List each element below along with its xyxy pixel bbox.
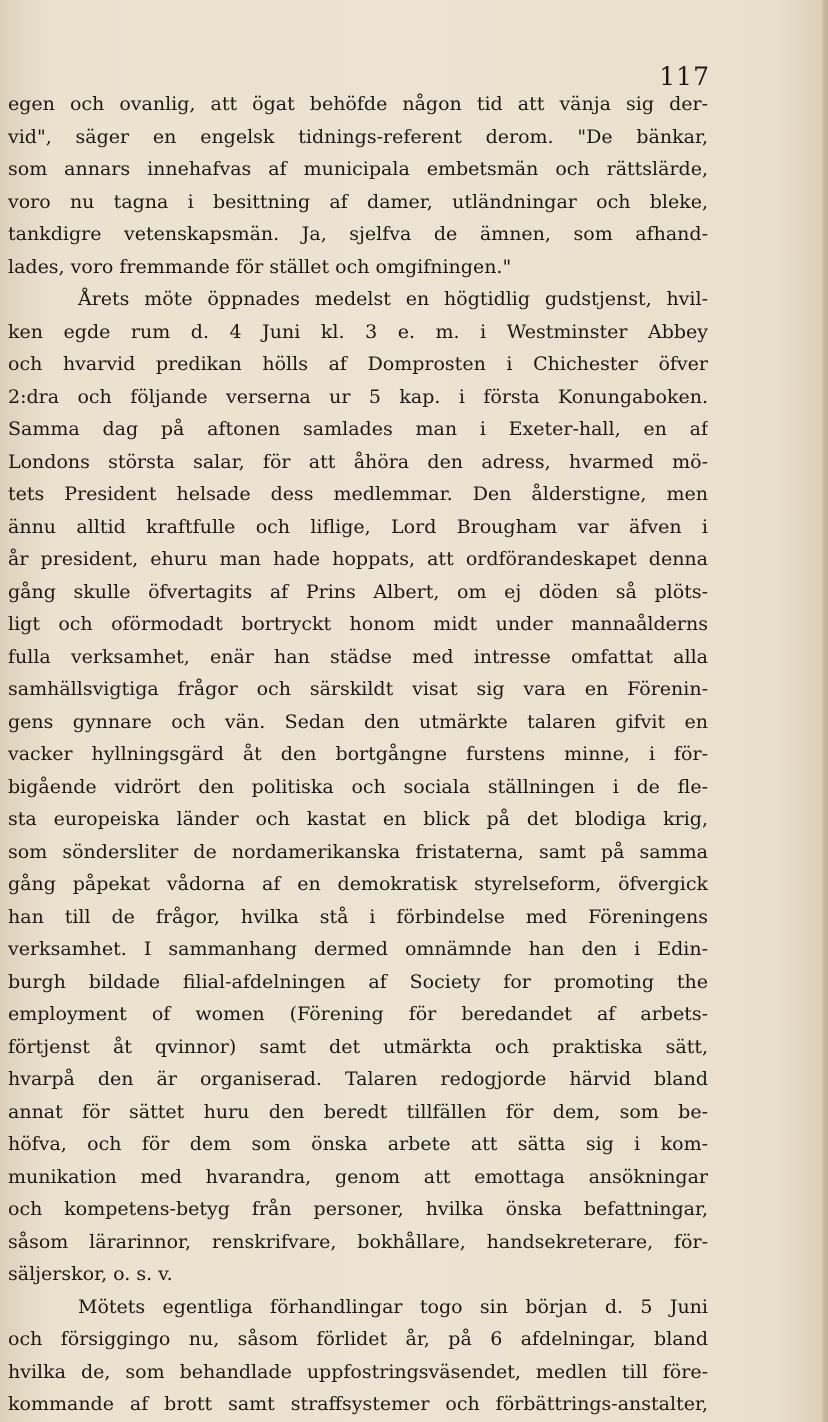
text-line: och hvarvid predikan hölls af Domprosten i Chichester öfver xyxy=(8,353,708,375)
text-line: såsom lärarinnor, renskrifvare, bokhållare, handsekreterare, för- xyxy=(8,1230,708,1253)
text-line: tankdigre vetenskapsmän. Ja, sjelfva de ämnen, som afhand- xyxy=(8,223,708,245)
text-line: hvarpå den är organiserad. Talaren redogjorde härvid bland xyxy=(8,1068,708,1090)
text-line: och försiggingo nu, såsom förlidet år, på 6 afdelningar, bland xyxy=(8,1328,708,1350)
text-line: hvilka de, som behandlade uppfostringsväsendet, medlen till före- xyxy=(8,1360,708,1383)
text-line: och kompetens-betyg från personer, hvilka önska befattningar, xyxy=(8,1198,708,1220)
text-line: kommande af brott samt straffsystemer och förbättrings-anstalter, xyxy=(8,1393,708,1415)
text-line: employment of women (Förening för beredandet af arbets- xyxy=(8,1003,708,1025)
text-line: han till de frågor, hvilka stå i förbindelse med Föreningens xyxy=(8,905,708,928)
text-line: egen och ovanlig, att ögat behöfde någon tid att vänja sig der- xyxy=(8,93,708,115)
text-line: som söndersliter de nordamerikanska fristaterna, samt på samma xyxy=(8,840,708,863)
text-line: samhällsvigtiga frågor och särskildt visat sig vara en Förenin- xyxy=(8,678,708,700)
text-line: Samma dag på aftonen samlades man i Exeter-hall, en af xyxy=(8,418,708,440)
text-line: förtjenst åt qvinnor) samt det utmärkta och praktiska sätt, xyxy=(8,1035,708,1058)
text-line: annat för sättet huru den beredt tillfällen för dem, som be- xyxy=(8,1100,708,1123)
text-line: vid", säger en engelsk tidnings-referent derom. "De bänkar, xyxy=(8,125,708,148)
text-line: tets President helsade dess medlemmar. Den ålderstigne, men xyxy=(8,483,708,505)
text-line: ännu alltid kraftfulle och liflige, Lord Brougham var äfven i xyxy=(8,515,708,538)
text-line: voro nu tagna i besittning af damer, utländningar och bleke, xyxy=(8,190,708,213)
text-line: verksamhet. I sammanhang dermed omnämnde han den i Edin- xyxy=(8,938,708,960)
text-line: gång skulle öfvertagits af Prins Albert, om ej döden så plöts- xyxy=(8,580,708,603)
text-line: gång påpekat vådorna af en demokratisk styrelseform, öfvergick xyxy=(8,873,708,895)
text-line: ken egde rum d. 4 Juni kl. 3 e. m. i Westminster Abbey xyxy=(8,320,708,343)
text-line: ligt och oförmodadt bortryckt honom midt under mannaålderns xyxy=(8,613,708,635)
text-line: säljerskor, o. s. v. xyxy=(8,1263,173,1285)
text-line: fulla verksamhet, enär han städse med intresse omfattat alla xyxy=(8,645,708,668)
text-line: munikation med hvarandra, genom att emottaga ansökningar xyxy=(8,1165,708,1188)
text-line: Londons största salar, för att åhöra den adress, hvarmed mö- xyxy=(8,450,708,473)
text-line: gens gynnare och vän. Sedan den utmärkte talaren gifvit en xyxy=(8,710,708,733)
text-line: burgh bildade filial-afdelningen af Society for promoting the xyxy=(8,970,708,993)
text-line: sta europeiska länder och kastat en blick på det blodiga krig, xyxy=(8,808,708,830)
text-line: som annars innehafvas af municipala embetsmän och rättslärde, xyxy=(8,158,708,180)
page-edge xyxy=(822,0,828,1422)
text-line: Mötets egentliga förhandlingar togo sin början d. 5 Juni xyxy=(78,1295,708,1318)
page-number: 117 xyxy=(659,62,710,91)
body-text xyxy=(8,88,708,1421)
text-line: vacker hyllningsgärd åt den bortgångne furstens minne, i för- xyxy=(8,743,708,765)
text-line: bigående vidrört den politiska och sociala ställningen i de fle- xyxy=(8,775,708,798)
text-line: år president, ehuru man hade hoppats, att ordförandeskapet denna xyxy=(8,548,708,570)
text-line: Årets möte öppnades medelst en högtidlig gudstjenst, hvil- xyxy=(78,288,708,310)
text-line: 2:dra och följande verserna ur 5 kap. i första Konungaboken. xyxy=(8,385,708,408)
text-line: lades, voro fremmande för stället och omgifningen." xyxy=(8,255,512,278)
text-line: höfva, och för dem som önska arbete att sätta sig i kom- xyxy=(8,1133,708,1155)
